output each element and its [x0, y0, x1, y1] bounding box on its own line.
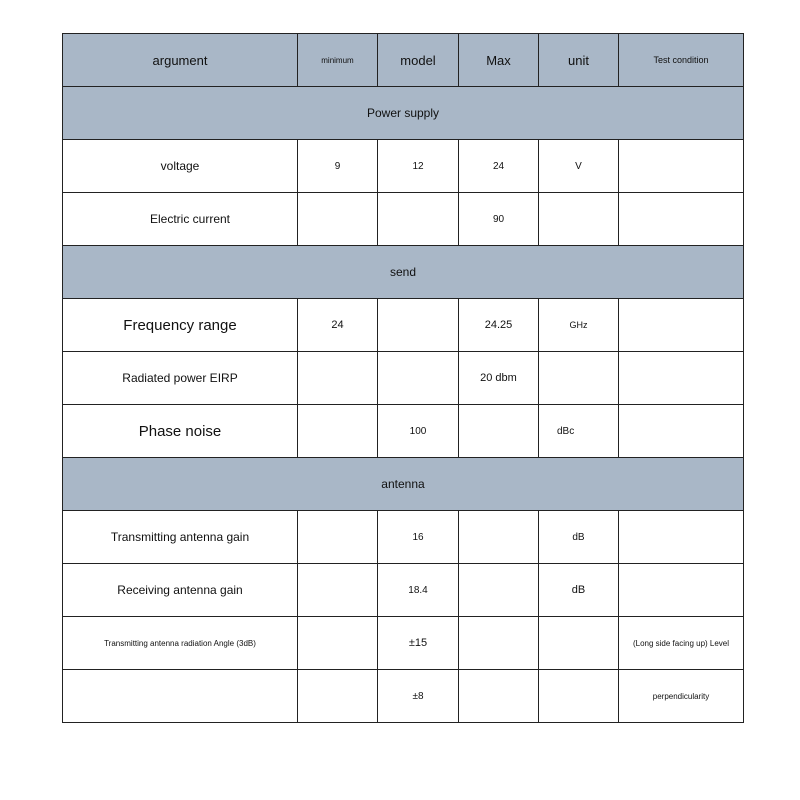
table-row — [63, 193, 744, 246]
row-label: Phase noise — [63, 405, 298, 458]
cell-min: 9 — [298, 140, 378, 193]
cell-condition — [619, 564, 744, 617]
cell-condition — [619, 352, 744, 405]
cell-max — [459, 564, 539, 617]
table-row — [63, 511, 744, 564]
cell-model: 18.4 — [378, 564, 459, 617]
cell-model — [378, 352, 459, 405]
row-label: Transmitting antenna radiation Angle (3dB) — [63, 617, 298, 670]
section-row — [63, 458, 744, 511]
table-row — [63, 670, 744, 723]
row-label: Radiated power EIRP — [63, 352, 298, 405]
cell-max: 24 — [459, 140, 539, 193]
cell-min — [298, 617, 378, 670]
cell-max — [459, 670, 539, 723]
cell-model — [378, 299, 459, 352]
spec-table — [62, 33, 744, 723]
cell-condition — [619, 140, 744, 193]
cell-condition: perpendicularity — [619, 670, 744, 723]
header-model: model — [378, 34, 459, 87]
cell-min — [298, 564, 378, 617]
row-label — [63, 670, 298, 723]
table-row — [63, 299, 744, 352]
cell-max: 20 dbm — [459, 352, 539, 405]
table-row — [63, 352, 744, 405]
row-label: Frequency range — [63, 299, 298, 352]
cell-condition: (Long side facing up) Level — [619, 617, 744, 670]
section-power-supply: Power supply — [63, 87, 744, 140]
cell-unit: GHz — [539, 299, 619, 352]
cell-max — [459, 405, 539, 458]
header-unit: unit — [539, 34, 619, 87]
cell-unit — [539, 193, 619, 246]
header-max: Max — [459, 34, 539, 87]
cell-model: 12 — [378, 140, 459, 193]
cell-max: 24.25 — [459, 299, 539, 352]
cell-model: ±8 — [378, 670, 459, 723]
table-row — [63, 140, 744, 193]
cell-max — [459, 511, 539, 564]
cell-condition — [619, 193, 744, 246]
cell-model: 16 — [378, 511, 459, 564]
cell-min — [298, 670, 378, 723]
cell-min — [298, 352, 378, 405]
cell-unit: dBc — [539, 405, 619, 458]
cell-unit — [539, 670, 619, 723]
cell-unit: dB — [539, 511, 619, 564]
table-row — [63, 617, 744, 670]
row-label: Electric current — [63, 193, 298, 246]
cell-model: ±15 — [378, 617, 459, 670]
table-row — [63, 405, 744, 458]
cell-min — [298, 511, 378, 564]
header-row — [63, 34, 744, 87]
cell-max: 90 — [459, 193, 539, 246]
header-minimum: minimum — [298, 34, 378, 87]
cell-condition — [619, 299, 744, 352]
cell-unit — [539, 352, 619, 405]
cell-condition — [619, 511, 744, 564]
section-row — [63, 87, 744, 140]
cell-min: 24 — [298, 299, 378, 352]
header-argument: argument — [63, 34, 298, 87]
cell-model — [378, 193, 459, 246]
table-row — [63, 564, 744, 617]
cell-condition — [619, 405, 744, 458]
cell-min — [298, 193, 378, 246]
cell-unit: V — [539, 140, 619, 193]
row-label: Transmitting antenna gain — [63, 511, 298, 564]
cell-unit — [539, 617, 619, 670]
section-antenna: antenna — [63, 458, 744, 511]
section-row — [63, 246, 744, 299]
row-label: voltage — [63, 140, 298, 193]
cell-min — [298, 405, 378, 458]
row-label: Receiving antenna gain — [63, 564, 298, 617]
cell-model: 100 — [378, 405, 459, 458]
section-send: send — [63, 246, 744, 299]
cell-unit: dB — [539, 564, 619, 617]
header-test-condition: Test condition — [619, 34, 744, 87]
cell-max — [459, 617, 539, 670]
